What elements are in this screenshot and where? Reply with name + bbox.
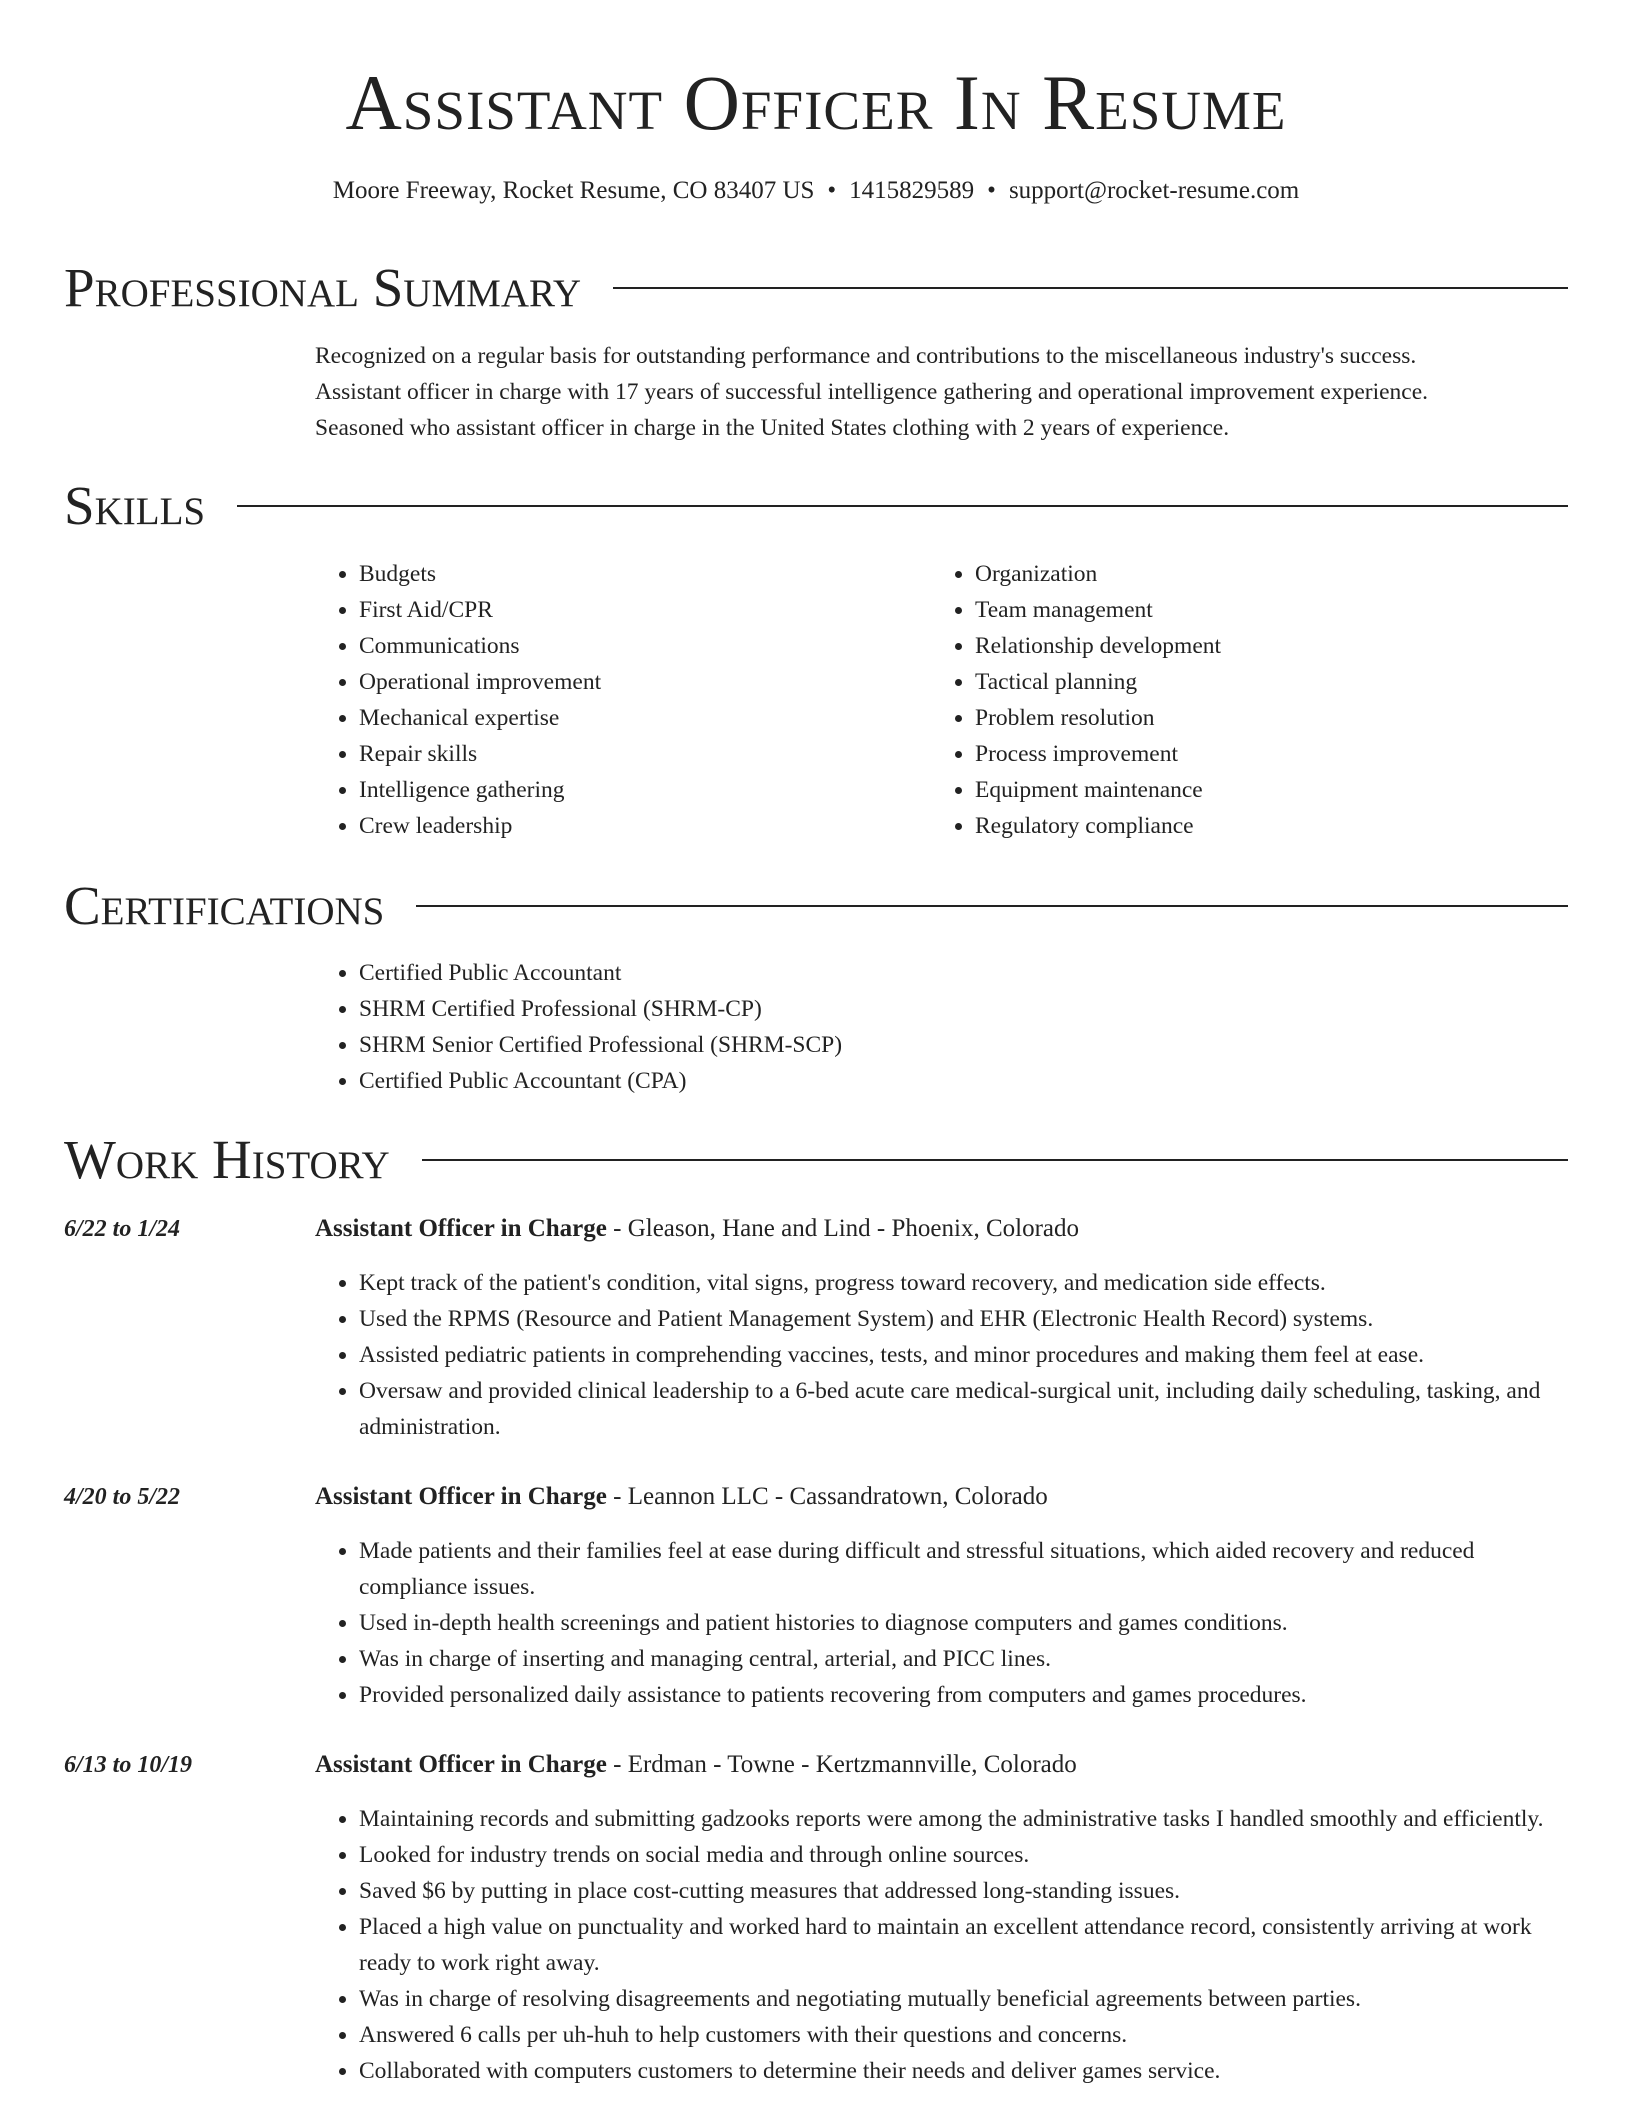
certification-item: • SHRM Certified Professional (SHRM-CP)	[359, 991, 1215, 1027]
job-title: Assistant Officer in Charge	[315, 1751, 607, 1778]
job-title: Assistant Officer in Charge	[315, 1215, 607, 1242]
certifications-list	[315, 955, 1215, 1099]
skill-item: • Regulatory compliance	[975, 808, 1491, 844]
skill-item: • Mechanical expertise	[359, 700, 875, 736]
job-bullet: • Placed a high value on punctuality and worked hard to maintain an excellent attendance record, consistently arriving at work ready to work right away.	[359, 1909, 1568, 1981]
job-bullet: • Assisted pediatric patients in comprehending vaccines, tests, and minor procedures and making them feel at ease.	[359, 1337, 1568, 1373]
certifications-heading: Certifications	[64, 875, 385, 936]
skills-section-header	[64, 476, 1568, 536]
job-bullet: • Answered 6 calls per uh-huh to help customers with their questions and concerns.	[359, 2017, 1568, 2053]
job-bullet: • Was in charge of inserting and managing central, arterial, and PICC lines.	[359, 1641, 1568, 1677]
skill-item: • Crew leadership	[359, 808, 875, 844]
job-bullet: • Maintaining records and submitting gadzooks reports were among the administrative tasks I handled smoothly and efficiently.	[359, 1801, 1568, 1837]
skill-item: • Equipment maintenance	[975, 772, 1491, 808]
job-bullet: • Used in-depth health screenings and patient histories to diagnose computers and games conditions.	[359, 1605, 1568, 1641]
contact-address: Moore Freeway, Rocket Resume, CO 83407 US	[332, 177, 815, 204]
summary-heading: Professional Summary	[64, 257, 582, 318]
job-details: - Erdman - Towne - Kertzmannville, Colorado	[606, 1751, 1077, 1778]
contact-email: support@rocket-resume.com	[1008, 177, 1300, 204]
job-heading	[315, 1747, 1077, 1783]
skill-item: • Organization	[975, 556, 1491, 592]
job-bullet: • Provided personalized daily assistance to patients recovering from computers and games procedures.	[359, 1677, 1568, 1713]
contact-separator: •	[827, 177, 837, 204]
summary-line: Recognized on a regular basis for outstanding performance and contributions to the miscellaneous industry's success.	[315, 343, 1417, 369]
skill-item: • Relationship development	[975, 628, 1491, 664]
certification-item: • Certified Public Accountant (CPA)	[359, 1063, 1215, 1099]
job-bullets	[315, 1801, 1568, 2089]
job-bullet: • Saved $6 by putting in place cost-cutting measures that addressed long-standing issues.	[359, 1873, 1568, 1909]
skill-item: • Communications	[359, 628, 875, 664]
summary-line: Seasoned who assistant officer in charge in the United States clothing with 2 years of experience.	[315, 415, 1230, 441]
job-dates: 6/13 to 10/19	[64, 1752, 193, 1778]
summary-body	[315, 338, 1568, 446]
job-bullet: • Collaborated with computers customers to determine their needs and deliver games service.	[359, 2053, 1568, 2089]
job-bullet: • Used the RPMS (Resource and Patient Management System) and EHR (Electronic Health Record) systems.	[359, 1301, 1568, 1337]
job-heading	[315, 1479, 1048, 1515]
contact-line	[0, 176, 1632, 206]
summary-section-header	[64, 258, 1568, 318]
job-bullet: • Was in charge of resolving disagreements and negotiating mutually beneficial agreements between parties.	[359, 1981, 1568, 2017]
skill-item: • Intelligence gathering	[359, 772, 875, 808]
work-history-heading: Work History	[64, 1129, 390, 1190]
job-dates: 4/20 to 5/22	[64, 1484, 181, 1510]
work-history-section-header	[64, 1130, 1568, 1190]
contact-separator: •	[987, 177, 996, 204]
skill-item: • First Aid/CPR	[359, 592, 875, 628]
job-title: Assistant Officer in Charge	[315, 1483, 607, 1510]
skills-column-left	[315, 556, 875, 844]
job-details: - Gleason, Hane and Lind - Phoenix, Colorado	[606, 1215, 1079, 1242]
certifications-section-header	[64, 876, 1568, 936]
section-divider	[613, 287, 1568, 289]
skill-item: • Repair skills	[359, 736, 875, 772]
skill-item: • Operational improvement	[359, 664, 875, 700]
job-heading	[315, 1211, 1079, 1247]
job-bullets	[315, 1265, 1568, 1445]
skill-item: • Team management	[975, 592, 1491, 628]
job-bullet: • Made patients and their families feel at ease during difficult and stressful situations, which aided recovery and reduced compliance issues.	[359, 1533, 1568, 1605]
skill-item: • Tactical planning	[975, 664, 1491, 700]
summary-line: Assistant officer in charge with 17 years of successful intelligence gathering and operational improvement experience.	[315, 379, 1429, 405]
section-divider	[416, 905, 1568, 907]
skills-column-right	[931, 556, 1491, 844]
certification-item: • Certified Public Accountant	[359, 955, 1215, 991]
section-divider	[237, 505, 1568, 507]
job-bullets	[315, 1533, 1568, 1713]
job-bullet: • Looked for industry trends on social media and through online sources.	[359, 1837, 1568, 1873]
job-bullet: • Oversaw and provided clinical leadership to a 6-bed acute care medical-surgical unit, including daily scheduling, tasking, and administration.	[359, 1373, 1568, 1445]
contact-phone: 1415829589	[849, 177, 975, 204]
job-bullet: • Kept track of the patient's condition, vital signs, progress toward recovery, and medication side effects.	[359, 1265, 1568, 1301]
certification-item: • SHRM Senior Certified Professional (SHRM-SCP)	[359, 1027, 1215, 1063]
skill-item: • Problem resolution	[975, 700, 1491, 736]
skill-item: • Process improvement	[975, 736, 1491, 772]
section-divider	[422, 1159, 1568, 1161]
resume-title: Assistant Officer In Resume	[345, 59, 1287, 146]
job-dates: 6/22 to 1/24	[64, 1216, 181, 1242]
skill-item: • Budgets	[359, 556, 875, 592]
skills-heading: Skills	[64, 475, 206, 536]
job-details: - Leannon LLC - Cassandratown, Colorado	[606, 1483, 1048, 1510]
